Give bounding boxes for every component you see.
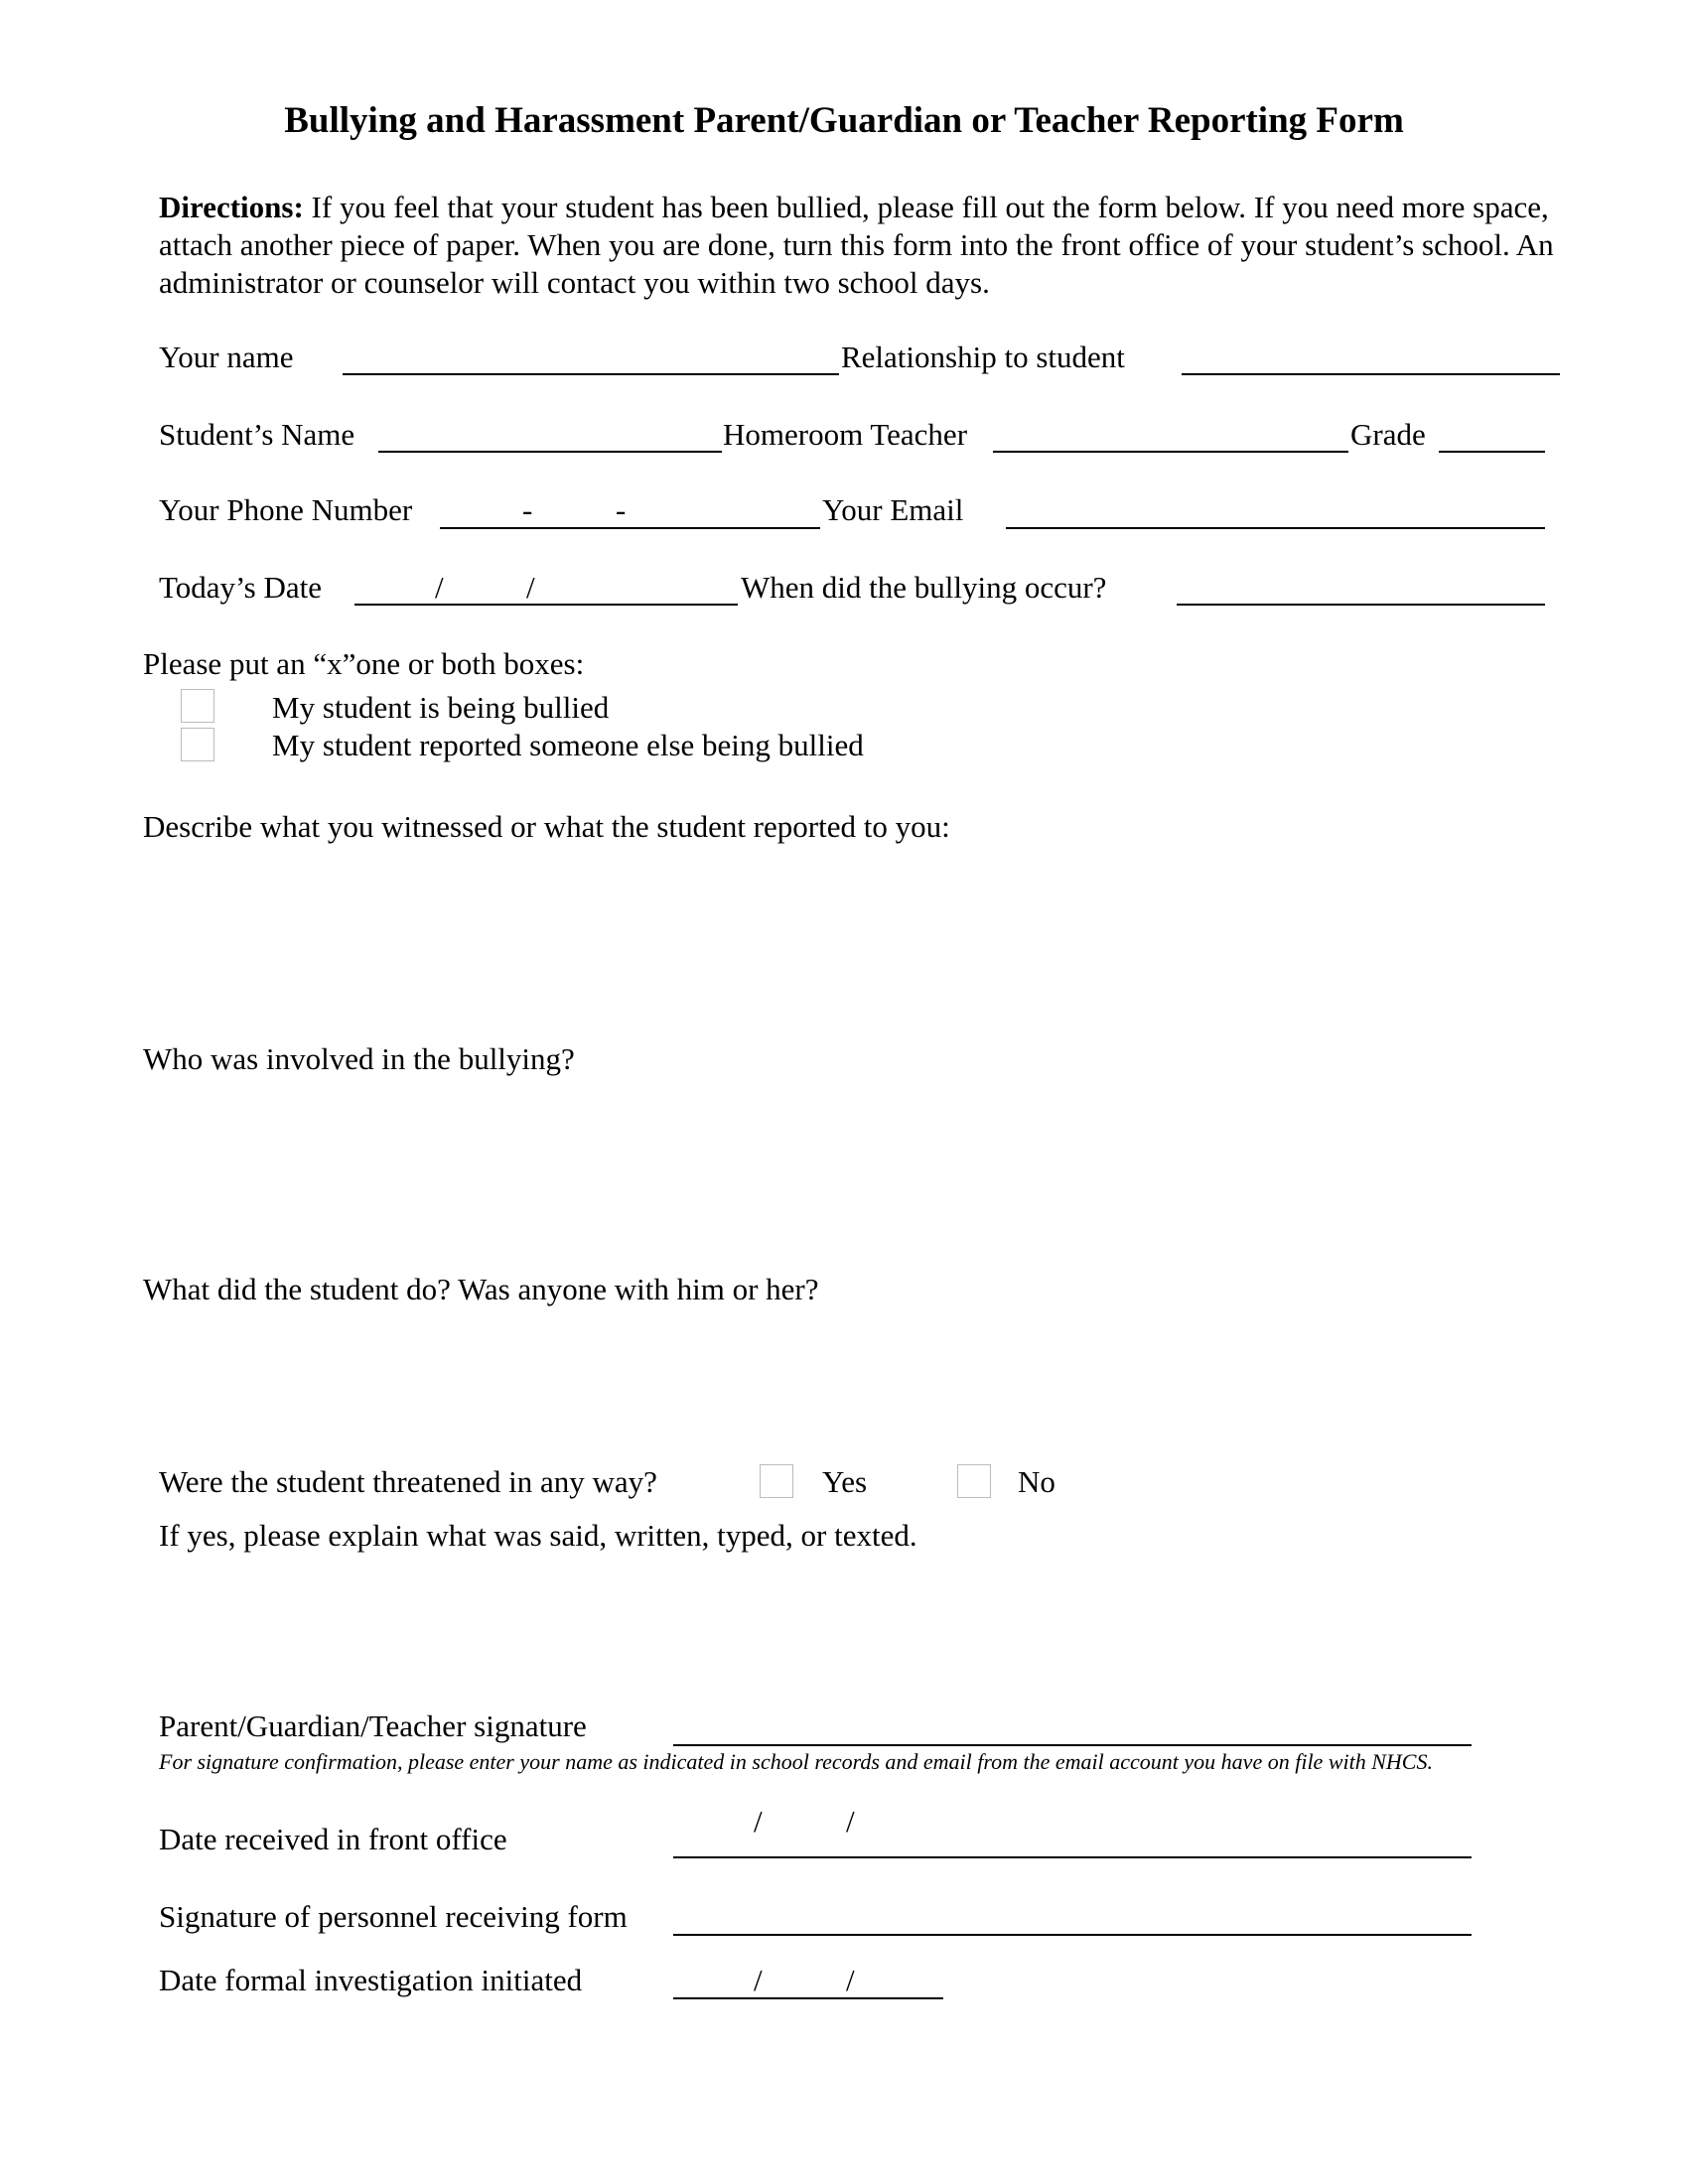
date-slash: / (846, 1963, 855, 1997)
student-name-field[interactable] (378, 451, 722, 453)
no-label: No (1018, 1464, 1055, 1499)
page-title: Bullying and Harassment Parent/Guardian or Teacher Reporting Form (284, 100, 1404, 141)
date-investigation-field[interactable] (673, 1997, 943, 1999)
personnel-signature-field[interactable] (673, 1934, 1472, 1936)
date-investigation-label: Date formal investigation initiated (159, 1963, 583, 1997)
directions-label: Directions: (159, 190, 304, 224)
when-occur-field[interactable] (1177, 604, 1545, 606)
date-slash: / (435, 570, 444, 605)
signature-field[interactable] (673, 1744, 1472, 1746)
what-question: What did the student do? Was anyone with him or her? (143, 1272, 819, 1306)
phone-dash: - (522, 492, 533, 527)
being-bullied-label: My student is being bullied (272, 690, 610, 725)
todays-date-field[interactable] (354, 604, 738, 606)
date-slash: / (754, 1963, 763, 1997)
your-name-field[interactable] (343, 373, 839, 375)
threatened-question: Were the student threatened in any way? (159, 1464, 657, 1499)
signature-note: For signature confirmation, please enter your name as indicated in school records and email from the email account you have on file with NHCS. (159, 1749, 1433, 1774)
grade-field[interactable] (1439, 451, 1545, 453)
personnel-signature-label: Signature of personnel receiving form (159, 1899, 628, 1934)
signature-label: Parent/Guardian/Teacher signature (159, 1708, 587, 1743)
threatened-yes-checkbox[interactable] (760, 1464, 793, 1498)
reported-other-label: My student reported someone else being bullied (272, 728, 864, 762)
homeroom-label: Homeroom Teacher (723, 417, 968, 452)
being-bullied-checkbox[interactable] (181, 689, 214, 723)
who-question: Who was involved in the bullying? (143, 1041, 575, 1076)
phone-dash: - (616, 492, 627, 527)
relationship-field[interactable] (1182, 373, 1560, 375)
student-name-label: Student’s Name (159, 417, 355, 452)
todays-date-label: Today’s Date (159, 570, 322, 605)
describe-question: Describe what you witnessed or what the student reported to you: (143, 809, 950, 844)
phone-field[interactable] (440, 527, 820, 529)
phone-label: Your Phone Number (159, 492, 413, 527)
date-slash: / (526, 570, 535, 605)
directions-text: If you feel that your student has been bullied, please fill out the form below. If you need more space, attach another piece of paper. When you are done, turn this form into the front office of your student’s school. An administrator or counselor will contact you within two school days. (159, 190, 1554, 300)
date-received-label: Date received in front office (159, 1822, 507, 1856)
reported-other-checkbox[interactable] (181, 728, 214, 761)
checkbox-prompt: Please put an “x”one or both boxes: (143, 646, 585, 681)
directions (159, 189, 1569, 302)
when-occur-label: When did the bullying occur? (741, 570, 1107, 605)
email-label: Your Email (822, 492, 964, 527)
grade-label: Grade (1350, 417, 1426, 452)
relationship-label: Relationship to student (841, 340, 1125, 374)
your-name-label: Your name (159, 340, 294, 374)
email-field[interactable] (1006, 527, 1545, 529)
date-slash: / (754, 1804, 763, 1839)
explain-question: If yes, please explain what was said, written, typed, or texted. (159, 1518, 917, 1553)
date-slash: / (846, 1804, 855, 1839)
homeroom-field[interactable] (993, 451, 1348, 453)
threatened-no-checkbox[interactable] (957, 1464, 991, 1498)
date-received-field[interactable] (673, 1856, 1472, 1858)
yes-label: Yes (822, 1464, 868, 1499)
